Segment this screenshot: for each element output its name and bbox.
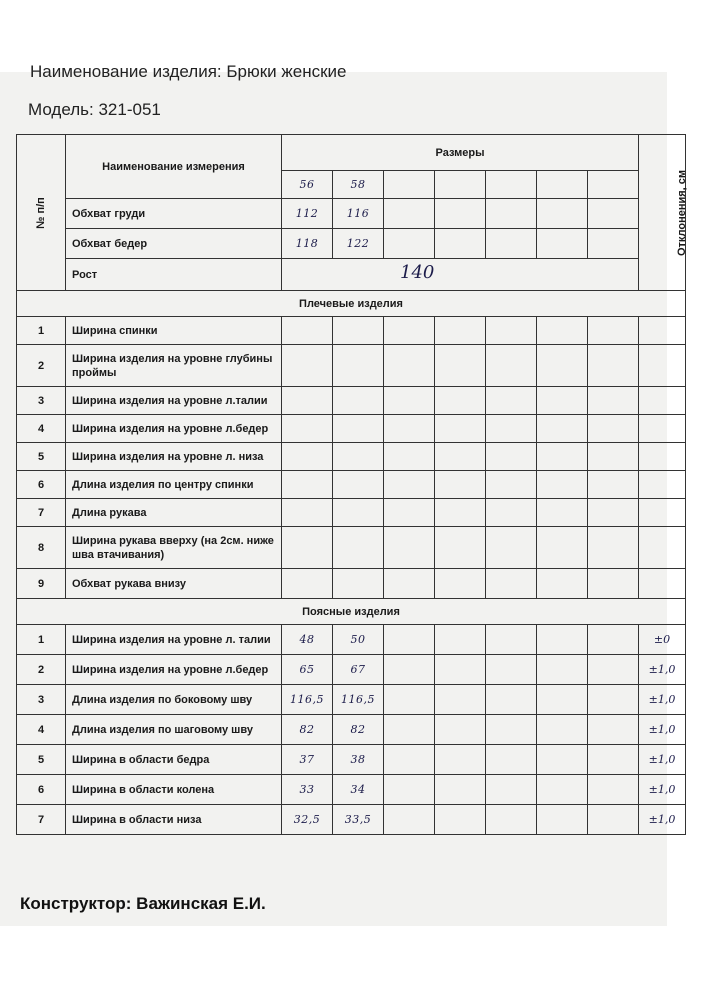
column-number-header: № п/п	[17, 135, 66, 291]
empty-cell	[333, 569, 384, 599]
deviation-value: ±1,0	[639, 685, 686, 715]
table-row	[17, 685, 686, 715]
empty-cell	[486, 199, 537, 229]
row-label: Ширина изделия на уровне л.бедер	[66, 655, 282, 685]
row-label: Длина изделия по центру спинки	[66, 471, 282, 499]
empty-cell	[435, 171, 486, 199]
empty-cell	[384, 775, 435, 805]
empty-cell	[537, 229, 588, 259]
measurements-table	[16, 134, 689, 835]
empty-cell	[639, 387, 686, 415]
size-value: 65	[282, 655, 333, 685]
table-row	[17, 443, 686, 471]
empty-cell	[588, 625, 639, 655]
empty-cell	[333, 527, 384, 569]
empty-cell	[639, 569, 686, 599]
empty-cell	[639, 317, 686, 345]
measure-value: 112	[282, 199, 333, 229]
empty-cell	[588, 715, 639, 745]
row-label: Ширина изделия на уровне глубины проймы	[66, 345, 282, 387]
empty-cell	[588, 775, 639, 805]
empty-cell	[384, 569, 435, 599]
column-deviation-header: Отклонения, см	[639, 135, 686, 291]
empty-cell	[588, 685, 639, 715]
empty-cell	[282, 317, 333, 345]
empty-cell	[333, 387, 384, 415]
row-number: 2	[17, 655, 66, 685]
empty-cell	[537, 625, 588, 655]
empty-cell	[435, 527, 486, 569]
empty-cell	[384, 415, 435, 443]
empty-cell	[537, 655, 588, 685]
empty-cell	[282, 443, 333, 471]
empty-cell	[333, 499, 384, 527]
column-sizes-header: Размеры	[282, 135, 639, 171]
empty-cell	[282, 569, 333, 599]
row-label: Ширина изделия на уровне л.бедер	[66, 415, 282, 443]
empty-cell	[588, 569, 639, 599]
row-label: Обхват рукава внизу	[66, 569, 282, 599]
model-title: Модель: 321-051	[28, 100, 161, 119]
empty-cell	[384, 471, 435, 499]
empty-cell	[486, 229, 537, 259]
measure-label: Обхват груди	[66, 199, 282, 229]
table-row	[17, 715, 686, 745]
empty-cell	[537, 715, 588, 745]
table-row	[17, 527, 686, 569]
empty-cell	[486, 499, 537, 527]
empty-cell	[537, 443, 588, 471]
empty-cell	[588, 527, 639, 569]
empty-cell	[435, 655, 486, 685]
table-row	[17, 415, 686, 443]
deviation-value: ±1,0	[639, 745, 686, 775]
empty-cell	[486, 745, 537, 775]
empty-cell	[384, 625, 435, 655]
empty-cell	[435, 625, 486, 655]
author-signature: Конструктор: Важинская Е.И.	[20, 894, 266, 913]
empty-cell	[435, 715, 486, 745]
height-value: 140	[400, 262, 435, 283]
row-number: 4	[17, 415, 66, 443]
row-number: 3	[17, 685, 66, 715]
empty-cell	[282, 387, 333, 415]
size-value: 58	[333, 171, 384, 199]
deviation-value: ±1,0	[639, 655, 686, 685]
row-number: 8	[17, 527, 66, 569]
empty-cell	[588, 471, 639, 499]
row-number: 9	[17, 569, 66, 599]
table-row	[17, 387, 686, 415]
empty-cell	[537, 775, 588, 805]
empty-cell	[486, 471, 537, 499]
measure-value: 118	[282, 229, 333, 259]
row-number: 5	[17, 443, 66, 471]
empty-cell	[537, 387, 588, 415]
empty-cell	[435, 775, 486, 805]
size-value: 34	[333, 775, 384, 805]
table-row	[17, 317, 686, 345]
section-title-shoulder: Плечевые изделия	[17, 291, 686, 317]
row-number: 6	[17, 471, 66, 499]
document-sheet	[0, 62, 689, 926]
empty-cell	[537, 527, 588, 569]
empty-cell	[384, 527, 435, 569]
empty-cell	[639, 471, 686, 499]
empty-cell	[435, 443, 486, 471]
empty-cell	[486, 569, 537, 599]
size-value: 116,5	[282, 685, 333, 715]
height-label: Рост	[66, 259, 282, 291]
empty-cell	[588, 805, 639, 835]
empty-cell	[486, 317, 537, 345]
size-value: 82	[282, 715, 333, 745]
empty-cell	[384, 745, 435, 775]
row-label: Длина рукава	[66, 499, 282, 527]
measure-value: 116	[333, 199, 384, 229]
empty-cell	[435, 229, 486, 259]
table-row	[17, 745, 686, 775]
empty-cell	[435, 499, 486, 527]
empty-cell	[486, 387, 537, 415]
size-value: 37	[282, 745, 333, 775]
empty-cell	[537, 171, 588, 199]
empty-cell	[384, 655, 435, 685]
empty-cell	[435, 387, 486, 415]
empty-cell	[435, 569, 486, 599]
empty-cell	[435, 471, 486, 499]
measure-label: Обхват бедер	[66, 229, 282, 259]
size-value: 82	[333, 715, 384, 745]
empty-cell	[435, 345, 486, 387]
row-number: 4	[17, 715, 66, 745]
empty-cell	[486, 415, 537, 443]
empty-cell	[537, 345, 588, 387]
table-row	[17, 499, 686, 527]
empty-cell	[588, 229, 639, 259]
table-row	[17, 569, 686, 599]
size-value: 33,5	[333, 805, 384, 835]
empty-cell	[588, 745, 639, 775]
empty-cell	[639, 499, 686, 527]
empty-cell	[486, 345, 537, 387]
empty-cell	[384, 171, 435, 199]
empty-cell	[486, 171, 537, 199]
empty-cell	[588, 199, 639, 229]
empty-cell	[384, 443, 435, 471]
empty-cell	[537, 745, 588, 775]
row-label: Ширина изделия на уровне л.талии	[66, 387, 282, 415]
row-number: 3	[17, 387, 66, 415]
product-title: Наименование изделия: Брюки женские	[30, 62, 347, 81]
row-label: Длина изделия по боковому шву	[66, 685, 282, 715]
empty-cell	[384, 345, 435, 387]
deviation-value: ±1,0	[639, 805, 686, 835]
empty-cell	[486, 715, 537, 745]
empty-cell	[537, 805, 588, 835]
table-row	[17, 471, 686, 499]
deviation-value: ±0	[639, 625, 686, 655]
row-number: 5	[17, 745, 66, 775]
empty-cell	[486, 443, 537, 471]
empty-cell	[639, 443, 686, 471]
empty-cell	[537, 415, 588, 443]
size-value: 32,5	[282, 805, 333, 835]
table-row	[17, 805, 686, 835]
deviation-value: ±1,0	[639, 775, 686, 805]
empty-cell	[537, 471, 588, 499]
table-row	[17, 345, 686, 387]
empty-cell	[384, 387, 435, 415]
row-label: Ширина изделия на уровне л. талии	[66, 625, 282, 655]
empty-cell	[537, 317, 588, 345]
column-name-header: Наименование измерения	[66, 135, 282, 199]
deviation-value: ±1,0	[639, 715, 686, 745]
table-row	[17, 625, 686, 655]
empty-cell	[384, 229, 435, 259]
size-value: 33	[282, 775, 333, 805]
empty-cell	[639, 345, 686, 387]
row-label: Ширина рукава вверху (на 2см. ниже шва втачивания)	[66, 527, 282, 569]
empty-cell	[486, 775, 537, 805]
row-label: Ширина изделия на уровне л. низа	[66, 443, 282, 471]
empty-cell	[384, 499, 435, 527]
size-value: 116,5	[333, 685, 384, 715]
empty-cell	[588, 415, 639, 443]
empty-cell	[435, 199, 486, 229]
empty-cell	[435, 317, 486, 345]
measure-value: 122	[333, 229, 384, 259]
empty-cell	[486, 805, 537, 835]
size-value: 56	[282, 171, 333, 199]
empty-cell	[639, 527, 686, 569]
row-label: Ширина в области колена	[66, 775, 282, 805]
empty-cell	[435, 805, 486, 835]
empty-cell	[588, 655, 639, 685]
empty-cell	[588, 499, 639, 527]
empty-cell	[333, 415, 384, 443]
row-label: Ширина в области низа	[66, 805, 282, 835]
empty-cell	[282, 345, 333, 387]
empty-cell	[333, 443, 384, 471]
empty-cell	[537, 199, 588, 229]
empty-cell	[282, 471, 333, 499]
empty-cell	[384, 199, 435, 229]
empty-cell	[435, 415, 486, 443]
empty-cell	[537, 685, 588, 715]
table-row	[17, 775, 686, 805]
size-value: 38	[333, 745, 384, 775]
size-value: 48	[282, 625, 333, 655]
row-label: Ширина спинки	[66, 317, 282, 345]
empty-cell	[435, 685, 486, 715]
empty-cell	[486, 655, 537, 685]
empty-cell	[486, 685, 537, 715]
empty-cell	[282, 527, 333, 569]
empty-cell	[486, 625, 537, 655]
empty-cell	[486, 527, 537, 569]
empty-cell	[588, 387, 639, 415]
empty-cell	[333, 317, 384, 345]
empty-cell	[639, 415, 686, 443]
row-number: 1	[17, 625, 66, 655]
empty-cell	[435, 745, 486, 775]
table-row	[17, 655, 686, 685]
empty-cell	[384, 715, 435, 745]
empty-cell	[282, 499, 333, 527]
empty-cell	[384, 805, 435, 835]
empty-cell	[588, 443, 639, 471]
row-number: 7	[17, 805, 66, 835]
empty-cell	[333, 345, 384, 387]
empty-cell	[537, 499, 588, 527]
empty-cell	[333, 471, 384, 499]
empty-cell	[384, 685, 435, 715]
row-number: 1	[17, 317, 66, 345]
height-value-cell	[282, 259, 639, 291]
row-number: 6	[17, 775, 66, 805]
size-value: 67	[333, 655, 384, 685]
empty-cell	[588, 317, 639, 345]
row-label: Ширина в области бедра	[66, 745, 282, 775]
row-number: 2	[17, 345, 66, 387]
empty-cell	[384, 317, 435, 345]
empty-cell	[588, 345, 639, 387]
size-value: 50	[333, 625, 384, 655]
row-label: Длина изделия по шаговому шву	[66, 715, 282, 745]
empty-cell	[537, 569, 588, 599]
section-title-waist: Поясные изделия	[17, 599, 686, 625]
empty-cell	[588, 171, 639, 199]
row-number: 7	[17, 499, 66, 527]
empty-cell	[282, 415, 333, 443]
